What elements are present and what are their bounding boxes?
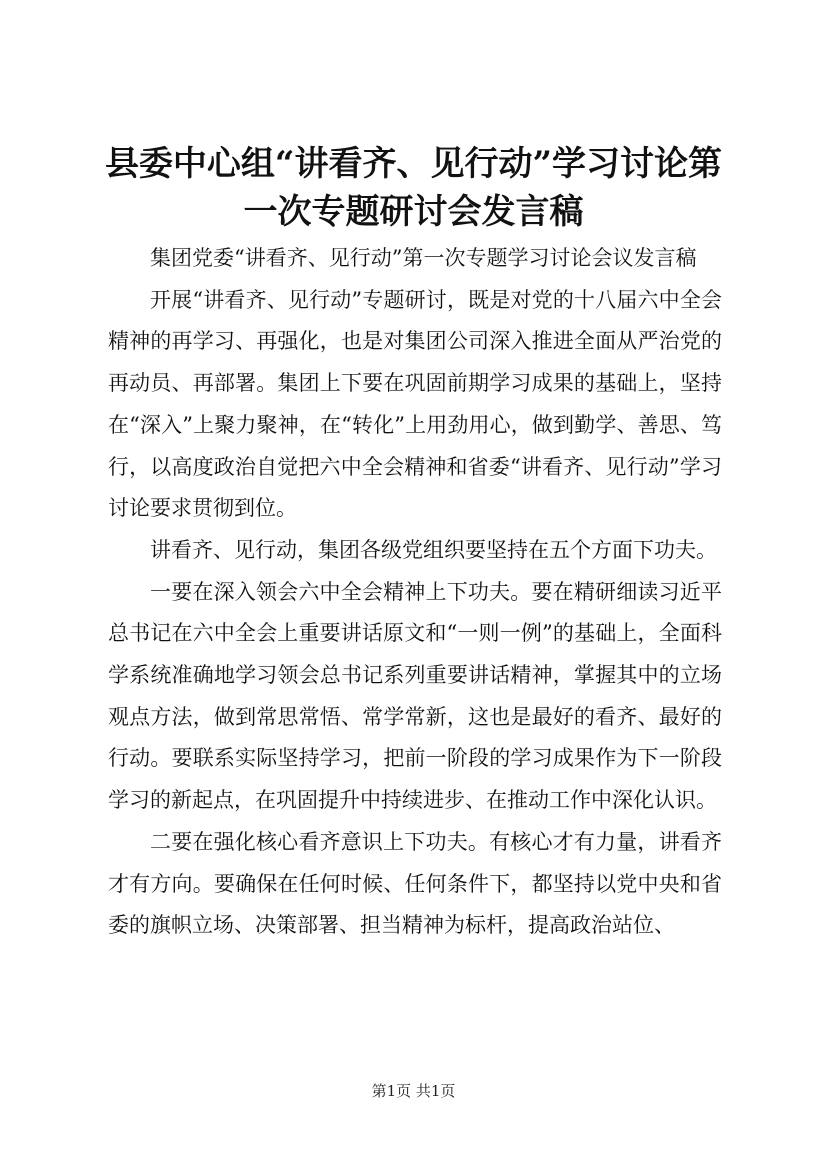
document-title: 县委中心组“讲看齐、见行动”学习讨论第一次专题研讨会发言稿 <box>104 144 723 232</box>
paragraph-subtitle: 集团党委“讲看齐、见行动”第一次专题学习讨论会议发言稿 <box>150 246 697 270</box>
document-body <box>108 238 722 947</box>
paragraph-intro: 开展“讲看齐、见行动”专题研讨，既是对党的十八届六中全会精神的再学习、再强化，也是对集团公司深入推进全面从严治党的再动员、再部署。集团上下要在巩固前期学习成果的基础上，坚持在“深入”上聚力聚神，在“转化”上用劲用心，做到勤学、善思、笃行，以高度政治自觉把六中全会精神和省委“讲看齐、见行动”学习讨论要求贯彻到位。 <box>108 287 722 521</box>
paragraph-five-aspects: 讲看齐、见行动，集团各级党组织要坚持在五个方面下功夫。 <box>150 537 717 562</box>
paragraph-point-one: 一要在深入领会六中全会精神上下功夫。要在精研细读习近平总书记在六中全会上重要讲话原文和“一则一例”的基础上，全面科学系统准确地学习领会总书记系列重要讲话精神，掌握其中的立场观点方法，做到常思常悟、常学常新，这也是最好的看齐、最好的行动。要联系实际坚持学习，把前一阶段的学习成果作为下一阶段学习的新起点，在巩固提升中持续进步、在推动工作中深化认识。 <box>108 579 722 813</box>
paragraph-point-two: 二要在强化核心看齐意识上下功夫。有核心才有力量，讲看齐才有方向。要确保在任何时候、任何条件下，都坚持以党中央和省委的旗帜立场、决策部署、担当精神为标杆，提高政治站位、 <box>108 829 722 938</box>
page-footer: 第1页 共1页 <box>371 1082 456 1100</box>
